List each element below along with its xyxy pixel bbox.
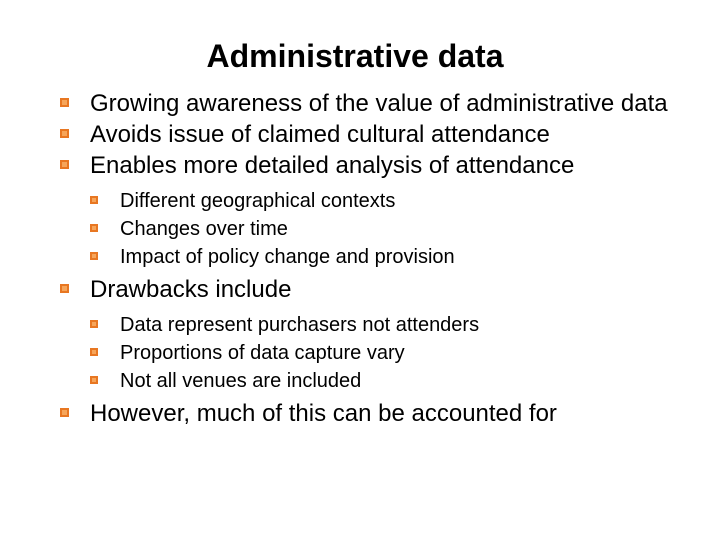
bullet-text: Growing awareness of the value of administrative data	[90, 90, 668, 117]
sub-bullet-item	[90, 340, 710, 366]
sub-bullet-item	[90, 368, 710, 394]
square-bullet-icon	[60, 98, 69, 107]
bullet-item	[60, 152, 710, 180]
square-bullet-icon	[60, 160, 69, 169]
bullet-text: Enables more detailed analysis of attendance	[90, 152, 575, 179]
sub-bullet-text: Data represent purchasers not attenders	[120, 314, 480, 336]
sub-bullet-text: Proportions of data capture vary	[120, 342, 405, 364]
bullet-text: Avoids issue of claimed cultural attendance	[90, 121, 550, 148]
square-bullet-icon	[60, 408, 69, 417]
sub-bullet-item	[90, 188, 710, 214]
sub-bullet-list	[60, 312, 710, 394]
bullet-item	[60, 90, 710, 118]
bullet-list	[60, 90, 710, 431]
bullet-item	[60, 276, 710, 304]
square-bullet-icon	[90, 320, 98, 328]
square-bullet-icon	[60, 129, 69, 138]
square-bullet-icon	[90, 376, 98, 384]
sub-bullet-text: Impact of policy change and provision	[120, 246, 455, 268]
bullet-item	[60, 400, 710, 428]
square-bullet-icon	[90, 224, 98, 232]
sub-bullet-text: Different geographical contexts	[120, 190, 396, 212]
square-bullet-icon	[90, 196, 98, 204]
bullet-item	[60, 121, 710, 149]
sub-bullet-list	[60, 188, 710, 270]
sub-bullet-item	[90, 244, 710, 270]
square-bullet-icon	[90, 348, 98, 356]
slide-title: Administrative data	[206, 38, 504, 74]
square-bullet-icon	[60, 284, 69, 293]
sub-bullet-item	[90, 216, 710, 242]
bullet-text: However, much of this can be accounted for	[90, 400, 557, 427]
sub-bullet-text: Not all venues are included	[120, 370, 362, 392]
sub-bullet-item	[90, 312, 710, 338]
bullet-text: Drawbacks include	[90, 276, 292, 303]
sub-bullet-text: Changes over time	[120, 218, 288, 240]
square-bullet-icon	[90, 252, 98, 260]
